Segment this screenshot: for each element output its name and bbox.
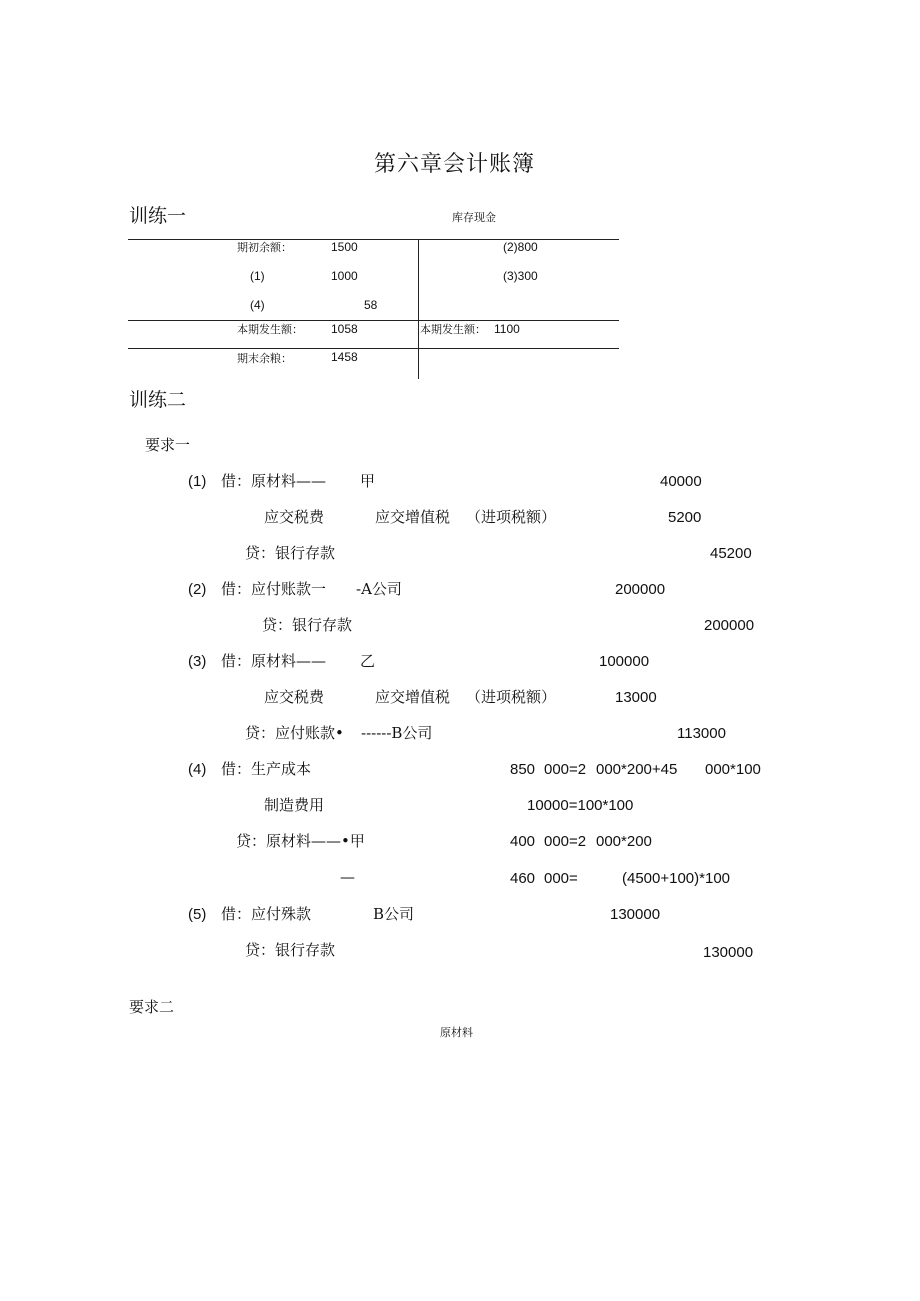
- entry-account: 贷：银行存款: [245, 544, 336, 562]
- ending-balance-label: 期末余粮：: [237, 352, 292, 365]
- entry-amount: 113000: [677, 725, 726, 742]
- entry-amount: 45200: [710, 545, 752, 562]
- entry-account: 贷：应付账款•: [245, 724, 344, 742]
- entry-amount: 40000: [660, 473, 702, 490]
- entry-number: (2): [188, 581, 207, 598]
- t-account-title: 库存现金: [452, 211, 496, 224]
- debit-period-label: 本期发生额：: [237, 323, 303, 336]
- entry-amount: 100000: [599, 653, 650, 670]
- opening-balance-value: 1500: [331, 240, 358, 254]
- credit-row: (3)300: [503, 269, 538, 283]
- credit-row: (2)800: [503, 240, 538, 254]
- entry-amount: 850: [510, 761, 536, 778]
- entry-dash: —: [340, 868, 355, 886]
- t-account-top-line: [128, 239, 619, 240]
- entry-detail: （进项税额）: [466, 688, 557, 706]
- entry-account: 借：原材料——: [221, 472, 327, 490]
- t-account-divider: [418, 239, 419, 379]
- entry-account: 贷：银行存款: [262, 616, 353, 634]
- entry-number: (4): [188, 761, 207, 778]
- debit-row-label: (4): [250, 298, 265, 312]
- opening-balance-label: 期初余额：: [237, 241, 292, 254]
- entry-account: 借：应付账款一: [221, 580, 327, 598]
- t-account-2-title: 原材料: [440, 1026, 473, 1039]
- entry-amount: 000*100: [705, 761, 761, 778]
- entry-subaccount: ------B公司: [361, 724, 433, 742]
- entry-subaccount: 应交增值税: [375, 688, 451, 706]
- entry-amount: 130000: [703, 944, 754, 961]
- entry-amount: 13000: [615, 689, 657, 706]
- entry-amount: 000*200: [596, 833, 652, 850]
- entry-amount: 460: [510, 870, 536, 887]
- entry-number: (1): [188, 473, 207, 490]
- requirement-1-label: 要求一: [145, 436, 191, 454]
- entry-amount: 200000: [615, 581, 666, 598]
- entry-account: 应交税费: [264, 508, 325, 526]
- credit-period-value: 1100: [494, 322, 520, 336]
- entry-amount: 000=2: [544, 833, 587, 850]
- entry-subaccount: 乙: [360, 652, 376, 670]
- entry-account: 贷：银行存款: [245, 941, 336, 959]
- entry-detail: （进项税额）: [466, 508, 557, 526]
- t-account-ending-line: [128, 348, 619, 349]
- page-title: 第六章会计账簿: [374, 152, 536, 177]
- entry-amount: 000=: [544, 870, 578, 887]
- section-heading-2: 训练二: [129, 389, 187, 411]
- entry-amount: (4500+100)*100: [622, 870, 731, 887]
- entry-amount: 10000=100*100: [527, 797, 634, 814]
- ending-balance-value: 1458: [331, 350, 358, 364]
- entry-number: (3): [188, 653, 207, 670]
- debit-period-value: 1058: [331, 322, 358, 336]
- entry-account: 借：原材料——: [221, 652, 327, 670]
- entry-amount: 200000: [704, 617, 755, 634]
- entry-amount: 400: [510, 833, 536, 850]
- credit-period-label: 本期发生额：: [420, 323, 486, 336]
- debit-row-label: (1): [250, 269, 265, 283]
- entry-number: (5): [188, 906, 207, 923]
- entry-subaccount: -A公司: [356, 580, 402, 598]
- entry-amount: 5200: [668, 509, 702, 526]
- t-account-period-line: [128, 320, 619, 321]
- requirement-2-label: 要求二: [129, 998, 175, 1016]
- entry-subaccount: 甲: [360, 472, 376, 490]
- entry-account: 借：生产成本: [221, 760, 312, 778]
- debit-row-value: 1000: [331, 269, 358, 283]
- entry-subaccount: B公司: [373, 905, 415, 923]
- entry-amount: 130000: [610, 906, 661, 923]
- section-heading-1: 训练一: [129, 205, 187, 227]
- entry-subaccount: 应交增值税: [375, 508, 451, 526]
- entry-account: 制造费用: [264, 796, 325, 814]
- entry-account: 借：应付殊款: [221, 905, 312, 923]
- entry-amount: 000=2: [544, 761, 587, 778]
- debit-row-value: 58: [364, 298, 378, 312]
- entry-account: 应交税费: [264, 688, 325, 706]
- entry-amount: 000*200+45: [596, 761, 678, 778]
- entry-account: 贷：原材料——•甲: [236, 832, 365, 850]
